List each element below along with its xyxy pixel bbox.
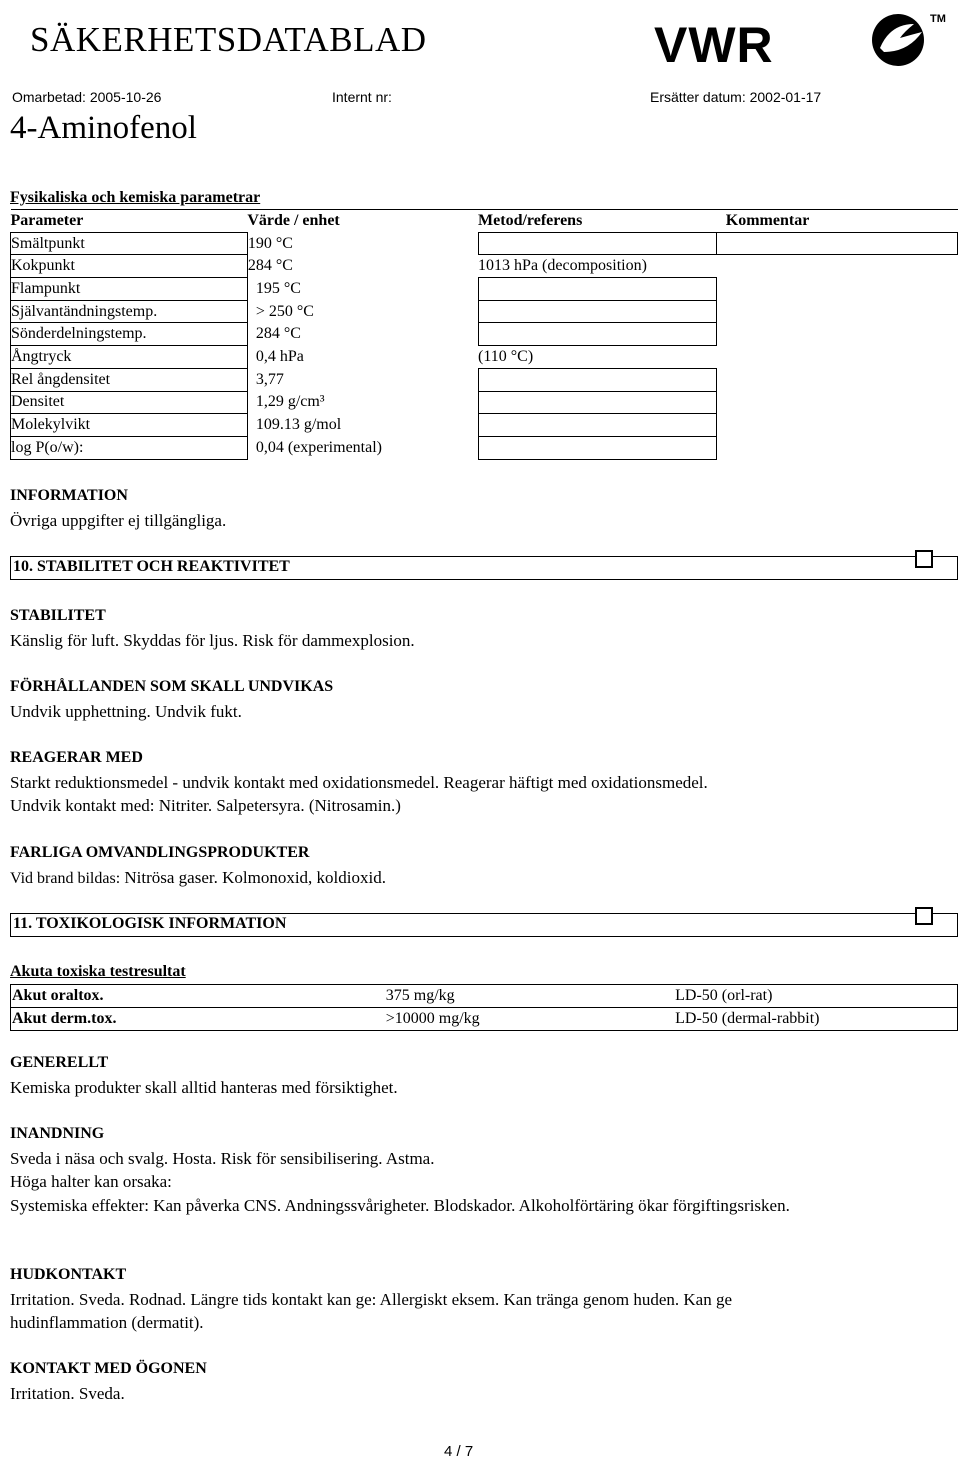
table-cell: 284 °C: [255, 325, 301, 343]
table-row: [11, 232, 958, 255]
inhalation-text-1: Sveda i näsa och svalg. Hosta. Risk för sensibilisering. Astma.: [10, 1149, 435, 1168]
table-cell: 284 °C: [247, 257, 293, 275]
table-cell: [478, 414, 717, 437]
skin-text-1: Irritation. Sveda. Rodnad. Längre tids kontakt kan ge: Allergiskt eksem. Kan tränga genom huden. Kan ge: [10, 1290, 733, 1309]
table-cell: 3,77: [255, 370, 284, 388]
table-cell: [717, 414, 958, 437]
table-row: [11, 414, 958, 437]
checkbox-icon: [915, 550, 933, 568]
table-cell: LD-50 (orl-rat): [674, 985, 957, 1008]
table-cell: Flampunkt: [11, 278, 248, 301]
table-row: [11, 368, 958, 391]
table-cell: [717, 436, 958, 459]
revised-date: Omarbetad: 2005-10-26: [12, 89, 162, 105]
acute-heading: Akuta toxiska testresultat: [10, 963, 186, 980]
table-cell: Akut derm.tox.: [11, 1008, 385, 1031]
vwr-logo: [652, 2, 952, 72]
inhalation-text-3: Systemiska effekter: Kan påverka CNS. Andningssvårigheter. Blodskador. Alkoholförtäring ökar förgiftingsrisken.: [10, 1196, 790, 1215]
avoid-text: Undvik upphettning. Undvik fukt.: [10, 702, 242, 721]
reacts-heading: REAGERAR MED: [10, 749, 143, 766]
section-11-title: 11. TOXIKOLOGISK INFORMATION: [13, 915, 287, 932]
table-row: [11, 391, 958, 414]
table-row: [11, 278, 958, 301]
table-cell: Akut oraltox.: [11, 985, 385, 1008]
table-cell: 190 °C: [247, 234, 293, 252]
column-header: Parameter: [11, 210, 248, 233]
parameters-table: [10, 209, 958, 460]
table-cell: [717, 278, 958, 301]
table-row: [11, 985, 958, 1008]
table-cell: log P(o/w):: [11, 436, 248, 459]
general-text: Kemiska produkter skall alltid hanteras med försiktighet.: [10, 1078, 398, 1097]
table-cell: 1,29 g/cm³: [255, 393, 325, 411]
page-number: 4 / 7: [444, 1443, 474, 1460]
table-cell: > 250 °C: [255, 302, 314, 320]
table-row: [11, 1008, 958, 1031]
table-cell: [478, 391, 717, 414]
inhalation-text-2: Höga halter kan orsaka:: [10, 1172, 172, 1191]
table-cell: 0,04 (experimental): [255, 438, 382, 456]
general-heading: GENERELLT: [10, 1054, 109, 1071]
table-cell: 109.13 g/mol: [255, 416, 342, 434]
table-row: [11, 300, 958, 323]
table-cell: [478, 232, 717, 255]
table-cell: 195 °C: [255, 279, 301, 297]
stability-heading: STABILITET: [10, 607, 106, 624]
checkbox-icon: [915, 907, 933, 925]
avoid-heading: FÖRHÅLLANDEN SOM SKALL UNDVIKAS: [10, 678, 334, 695]
table-cell: Kokpunkt: [11, 255, 248, 278]
table-cell: LD-50 (dermal-rabbit): [674, 1008, 957, 1031]
table-cell: Rel ångdensitet: [11, 368, 248, 391]
stability-text: Känslig för luft. Skyddas för ljus. Risk för dammexplosion.: [10, 631, 415, 650]
table-cell: (110 °C): [478, 347, 534, 365]
section-10-bar: [10, 556, 958, 580]
phys-chem-title: Fysikaliska och kemiska parametrar: [10, 189, 261, 206]
decomp-heading: FARLIGA OMVANDLINGSPRODUKTER: [10, 844, 310, 861]
table-cell: [478, 436, 717, 459]
logo-text: VWR: [654, 17, 774, 72]
table-cell: [478, 368, 717, 391]
table-cell: Sönderdelningstemp.: [11, 323, 248, 346]
eye-heading: KONTAKT MED ÖGONEN: [10, 1360, 207, 1377]
table-cell: [717, 391, 958, 414]
table-row: [11, 323, 958, 346]
table-cell: Molekylvikt: [11, 414, 248, 437]
decomp-prefix: Vid brand bildas:: [10, 870, 121, 887]
decomp-text: Nitrösa gaser. Kolmonoxid, koldioxid.: [124, 868, 386, 887]
skin-text-2: hudinflammation (dermatit).: [10, 1313, 204, 1332]
table-cell: >10000 mg/kg: [385, 1008, 674, 1031]
table-cell: [478, 278, 717, 301]
replaces-date: Ersätter datum: 2002-01-17: [650, 89, 822, 105]
skin-heading: HUDKONTAKT: [10, 1266, 127, 1283]
info-text: Övriga uppgifter ej tillgängliga.: [10, 511, 227, 530]
document-title: SÄKERHETSDATABLAD: [30, 20, 427, 59]
table-cell: Självantändningstemp.: [11, 300, 248, 323]
acute-toxicity-table: [10, 984, 958, 1031]
section-11-bar: [10, 913, 958, 937]
table-cell: [478, 323, 717, 346]
reacts-text-1: Starkt reduktionsmedel - undvik kontakt med oxidationsmedel. Reagerar häftigt med oxidationsmedel.: [10, 773, 708, 792]
table-row: [11, 436, 958, 459]
table-cell: [478, 300, 717, 323]
eye-text: Irritation. Sveda.: [10, 1384, 125, 1403]
table-cell: Densitet: [11, 391, 248, 414]
table-cell: [717, 346, 958, 369]
table-row: [11, 346, 958, 369]
table-cell: Ångtryck: [11, 346, 248, 369]
column-header: Metod/referens: [478, 210, 717, 233]
table-cell: 375 mg/kg: [385, 985, 674, 1008]
table-cell: 1013 hPa (decomposition): [478, 257, 647, 275]
decomp-line: [10, 868, 386, 888]
column-header: Kommentar: [717, 210, 958, 233]
table-cell: 0,4 hPa: [255, 347, 304, 365]
info-heading: INFORMATION: [10, 487, 128, 504]
logo-trademark: TM: [930, 13, 946, 25]
table-cell: [717, 368, 958, 391]
table-cell: [717, 232, 958, 255]
internal-number: Internt nr:: [332, 89, 392, 105]
table-header-row: [11, 210, 958, 233]
section-10-title: 10. STABILITET OCH REAKTIVITET: [13, 558, 290, 575]
table-cell: [717, 255, 958, 278]
table-cell: Smältpunkt: [11, 232, 248, 255]
product-name: 4-Aminofenol: [10, 110, 197, 146]
table-cell: [717, 323, 958, 346]
table-row: [11, 255, 958, 278]
reacts-text-2: Undvik kontakt med: Nitriter. Salpetersyra. (Nitrosamin.): [10, 796, 401, 815]
column-header: Värde / enhet: [247, 210, 478, 233]
table-cell: [717, 300, 958, 323]
inhalation-heading: INANDNING: [10, 1125, 105, 1142]
